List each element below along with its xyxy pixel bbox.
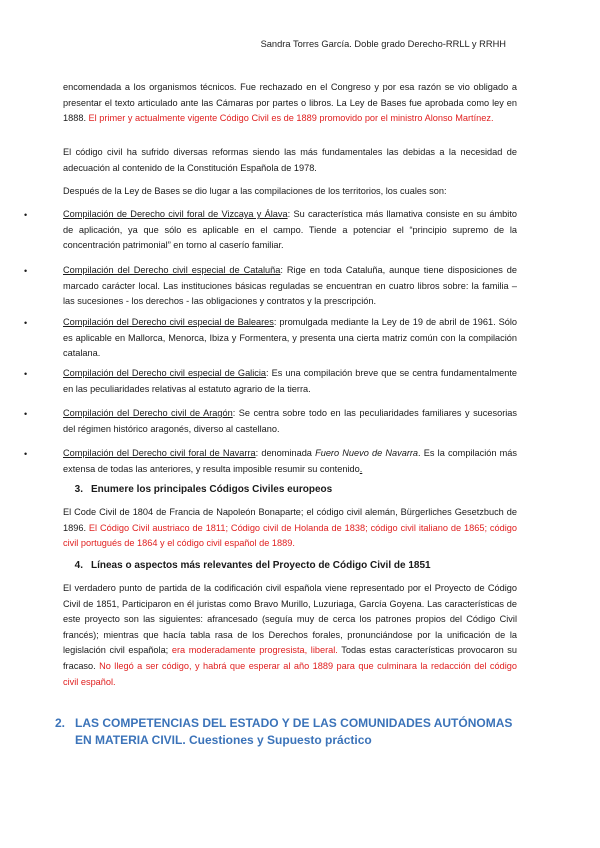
section-number: 4. (74, 560, 83, 571)
paragraph-text: El Code Civil de 1804 de Francia de Napoleón Bonaparte; el código civil alemán, Bürgerliches Gesetzbuch de 1896. (63, 507, 517, 533)
list-item-galicia (63, 366, 517, 397)
list-item-title: Compilación del Derecho civil especial de Baleares (63, 317, 274, 327)
list-item-title: Compilación del Derecho civil especial de Galicia (63, 368, 267, 378)
highlighted-text: era moderadamente progresista, liberal. (171, 645, 338, 656)
bullet-icon: • (24, 369, 28, 379)
section-number: 3. (74, 484, 83, 495)
paragraph-codigos-europeos (63, 505, 517, 552)
list-item-title: Compilación del Derecho civil especial de Cataluña (63, 265, 281, 275)
paragraph-ley-de-bases (63, 80, 517, 127)
bullet-icon: • (24, 449, 28, 459)
highlighted-text: El primer y actualmente vigente Código Civil es de 1889 promovido por el ministro Alonso Martínez. (88, 113, 494, 124)
section-4-heading (63, 560, 431, 571)
paragraph-reformas: El código civil ha sufrido diversas reformas siendo las más fundamentales las debidas a la necesidad de adecuación al contenido de la Constitución Española de 1978. (63, 147, 517, 173)
list-item-baleares (63, 315, 517, 362)
list-item-text: : Es una compilación breve que se centra fundamentalmente en las peculiaridades relativas al estatuto agrario de la tierra. (63, 368, 517, 394)
section-number: 2. (55, 716, 66, 730)
highlighted-text: El Código Civil austriaco de 1811; Código civil de Holanda de 1838; código civil italiano de 1865; código civil portugués de 1864 y el código civil español de 1889. (63, 522, 517, 549)
paragraph-text: encomendada a los organismos técnicos. Fue rechazado en el Congreso y por esa razón se vio obligado a presentar el texto articulado ante las Cámaras por partes o libros. La Ley de Bases fue aprobada como ley en 1888. (63, 82, 517, 124)
section-title: Enumere los principales Códigos Civiles europeos (91, 484, 333, 495)
bullet-icon: • (24, 266, 28, 276)
list-item-title: Compilación de Derecho civil foral de Vizcaya y Álava (63, 209, 288, 219)
list-item-italic: Fuero Nuevo de Navarra (315, 448, 419, 458)
list-item-vizcaya (63, 207, 517, 254)
bullet-icon: • (24, 409, 28, 419)
section-3-heading (63, 484, 332, 495)
list-item-tail: . (359, 463, 363, 474)
list-item-navarra (63, 446, 517, 477)
list-item-text: : Su característica más llamativa consiste en su ámbito de aplicación, ya que sólo es aplicable en el campo. Tiende a potenciar el “principio supremo de la concentración patrimonial” en torno al caserío familiar. (63, 209, 517, 251)
list-item-text: . Es la compilación más extensa de todas las anteriores, y resulta imposible resumir su contenido (63, 448, 518, 474)
page-header: Sandra Torres García. Doble grado Derecho-RRLL y RRHH (260, 39, 506, 49)
list-item-cataluna (63, 263, 517, 310)
paragraph-text: El verdadero punto de partida de la codificación civil española viene representado por el Proyecto de Código Civil de 1851, Participaron en él juristas como Bravo Murillo, Luzuriaga, García Goyena. Las características de este proyecto son las siguientes: afrancesado (seguía muy de cerca los patrones propios del Código Civil francés); mientras que hacía tabla rasa de los Derechos forales, pronunciándose por la unificación de la legislación civil española; (63, 583, 517, 656)
section-title: LAS COMPETENCIAS DEL ESTADO Y DE LAS COMUNIDADES AUTÓNOMAS EN MATERIA CIVIL. Cuestiones y Supuesto práctico (75, 716, 513, 747)
list-item-aragon (63, 406, 517, 437)
paragraph-compilaciones-intro: Después de la Ley de Bases se dio lugar a las compilaciones de los territorios, los cuales son: (63, 186, 447, 196)
section-2-heading (55, 715, 525, 749)
paragraph-text: Todas estas características provocaron su fracaso. (63, 645, 517, 671)
paragraph-proyecto-1851 (63, 581, 517, 690)
section-title: Líneas o aspectos más relevantes del Proyecto de Código Civil de 1851 (91, 560, 431, 571)
list-item-text: : Se centra sobre todo en las peculiaridades familiares y sucesorias del régimen histórico aragonés, diverso al castellano. (63, 408, 517, 434)
bullet-icon: • (24, 318, 28, 328)
bullet-icon: • (24, 210, 28, 220)
list-item-title: Compilación del Derecho civil foral de Navarra (63, 448, 256, 458)
list-item-text: : Rige en toda Cataluña, aunque tiene disposiciones de marcado carácter local. Las instituciones básicas reguladas se encuentran en cuatro libros sobre: la familia – las sucesiones - los derechos - las obligaciones y contratos y la prescripción. (63, 265, 517, 307)
list-item-title: Compilación del Derecho civil de Aragón (63, 408, 233, 418)
highlighted-text: No llegó a ser código, y habrá que esperar al año 1889 para que culminara la redacción del código civil español. (63, 660, 517, 687)
list-item-text: : denominada (255, 448, 316, 458)
list-item-text: : promulgada mediante la Ley de 19 de abril de 1961. Sólo es aplicable en Mallorca, Menorca, Ibiza y Formentera, y presenta una cierta matriz común con la compilación catalana. (63, 317, 518, 359)
